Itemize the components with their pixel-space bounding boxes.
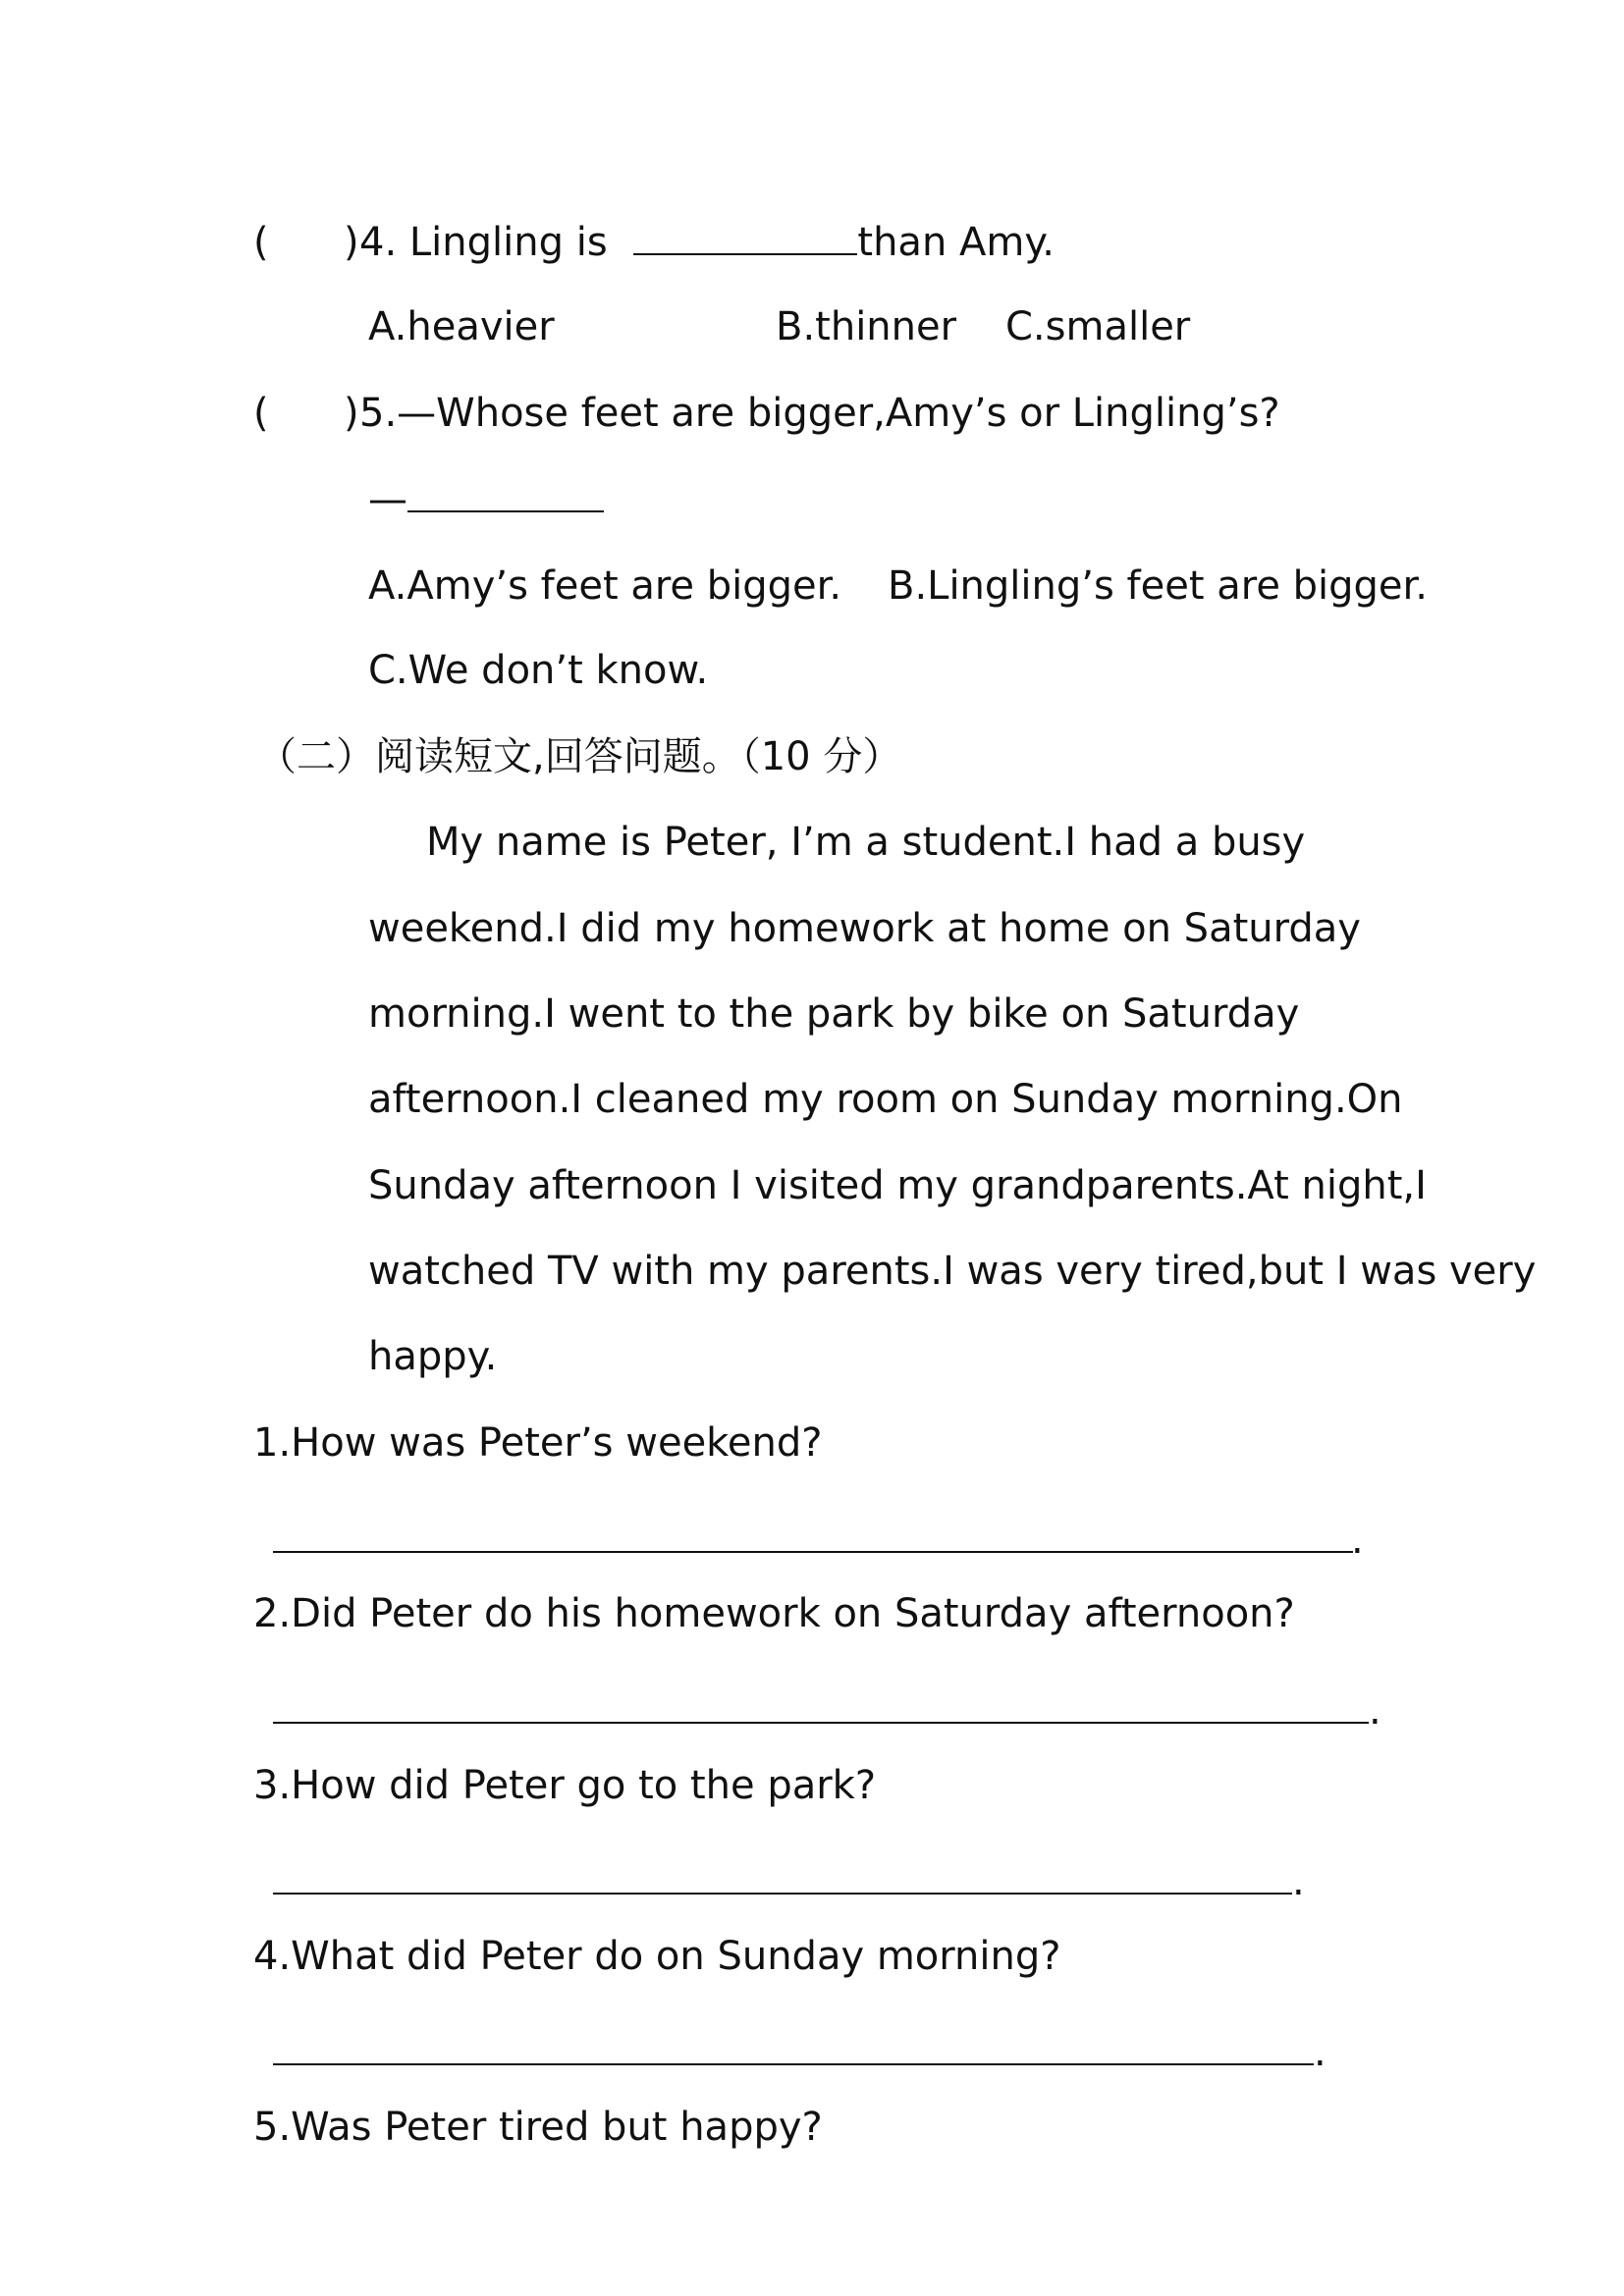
q4-answer-blank[interactable] xyxy=(633,218,857,255)
passage-line-1: My name is Peter, I’m a student.I had a busy xyxy=(426,820,1306,865)
q5-answer-row xyxy=(368,475,604,524)
q4-stem xyxy=(359,218,1055,267)
q4-option-c: C.smaller xyxy=(1005,304,1191,349)
reading-section-heading: （二）阅读短文,回答问题。（10 分） xyxy=(257,734,902,779)
passage-line-4: afternoon.I cleaned my room on Sunday morning.On xyxy=(368,1077,1403,1122)
answer-line-2[interactable] xyxy=(273,1722,1369,1724)
q4-option-a: A.heavier xyxy=(368,304,555,349)
q4-number: 4. xyxy=(359,220,398,265)
reading-question-3: 3.How did Peter go to the park? xyxy=(253,1763,877,1808)
q4-stem-before: Lingling is xyxy=(408,220,608,265)
passage-line-7: happy. xyxy=(368,1334,498,1379)
q5-paren-close: ) xyxy=(344,391,359,436)
q4-paren-close: ) xyxy=(344,220,359,265)
passage-line-3: morning.I went to the park by bike on Saturday xyxy=(368,991,1300,1037)
q4-option-b: B.thinner xyxy=(776,304,957,349)
q5-number: 5. xyxy=(359,391,398,436)
q5-stem-text: —Whose feet are bigger,Amy’s or Lingling’s? xyxy=(397,391,1280,436)
q5-stem xyxy=(359,389,1280,438)
q4-stem-after: than Amy. xyxy=(857,220,1056,265)
reading-question-2: 2.Did Peter do his homework on Saturday afternoon? xyxy=(253,1591,1295,1636)
answer-line-1[interactable] xyxy=(273,1551,1353,1553)
q5-dash: — xyxy=(368,477,407,522)
answer-line-3[interactable] xyxy=(273,1893,1292,1895)
q5-option-b: B.Lingling’s feet are bigger. xyxy=(888,563,1429,609)
answer-line-2-period: . xyxy=(1369,1688,1381,1734)
reading-question-1: 1.How was Peter’s weekend? xyxy=(253,1420,823,1466)
q4-paren-open: ( xyxy=(253,220,269,265)
answer-line-3-period: . xyxy=(1292,1859,1305,1904)
passage-line-6: watched TV with my parents.I was very tired,but I was very xyxy=(368,1249,1537,1294)
q5-option-a: A.Amy’s feet are bigger. xyxy=(368,563,842,609)
answer-line-4[interactable] xyxy=(273,2063,1314,2065)
passage-line-2: weekend.I did my homework at home on Saturday xyxy=(368,906,1361,951)
answer-line-4-period: . xyxy=(1314,2030,1326,2075)
passage-line-5: Sunday afternoon I visited my grandparents.At night,I xyxy=(368,1163,1427,1208)
reading-question-4: 4.What did Peter do on Sunday morning? xyxy=(253,1934,1061,1979)
reading-question-5: 5.Was Peter tired but happy? xyxy=(253,2105,823,2150)
q5-paren-open: ( xyxy=(253,391,269,436)
answer-line-1-period: . xyxy=(1351,1518,1364,1563)
q5-option-c: C.We don’t know. xyxy=(368,648,709,693)
q5-answer-blank[interactable] xyxy=(407,475,604,512)
